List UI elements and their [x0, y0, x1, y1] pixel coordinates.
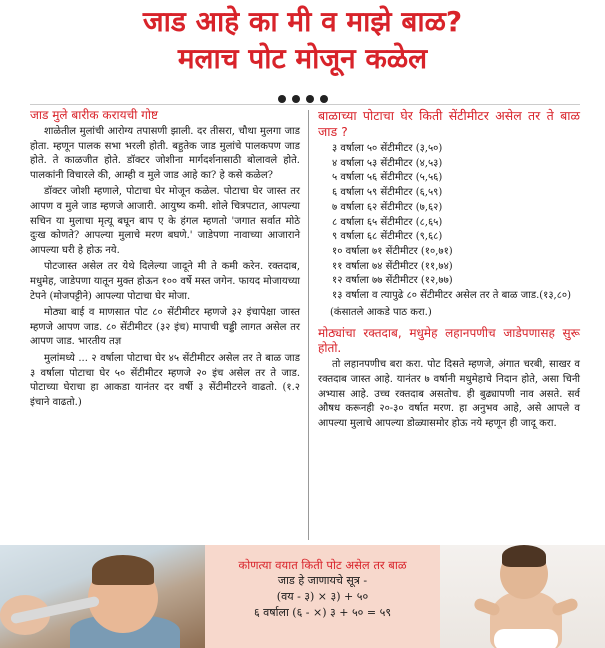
list-item: ५ वर्षाला ५६ सेंटीमीटर (५,५६) [332, 172, 443, 184]
list-item: १० वर्षाला ७१ सेंटीमीटर (१०,७१) [332, 245, 453, 257]
list-item: १३ वर्षाला व त्यापुढे ८० सेंटीमीटर असेल तर ते बाळ जाड.(१३,८०) [332, 290, 572, 302]
left-column [30, 108, 300, 412]
list-note: (कंसातले आकडे पाठ करा.) [330, 306, 432, 318]
right-heading-2: मोठ्यांचा रक्तदाब, मधुमेह लहानपणीच जाडेपणासह सुरू होतो. [318, 326, 580, 356]
list-item: ९ वर्षाला ६८ सेंटीमीटर (९,६८) [332, 231, 443, 243]
list-item: ८ वर्षाला ६५ सेंटीमीटर (८,६५) [332, 216, 443, 228]
headline [0, 4, 605, 78]
column-divider [308, 110, 309, 540]
formula-box [205, 545, 440, 648]
baby-feeding-photo [0, 545, 205, 648]
list-item: ३ वर्षाला ५० सेंटीमीटर (३,५०) [332, 143, 443, 154]
left-paragraph: पोटजास्त असेल तर येथे दिलेल्या जादूने मी ते कमी करेन. रक्तदाब, मधुमेह, जाडेपणा यातून मुक्त होऊन १०० वर्षे मस्त जगेन. फायद मोजायच्या टेपने (मोजपट्टीने) आपल्या पोटाचा घेर मोजा. [30, 261, 300, 302]
formula-line-1: जाड हे जाणायचे सूत्र - [277, 574, 368, 587]
dot-icon [320, 95, 328, 103]
list-item: ७ वर्षाला ६२ सेंटीमीटर (७,६२) [332, 201, 443, 213]
top-rule [30, 104, 580, 105]
formula-line-3: ६ वर्षाला (६ - ×) ३ + ५० = ५९ [253, 606, 392, 619]
dot-icon [306, 95, 314, 103]
left-paragraph: शाळेतील मुलांची आरोग्य तपासणी झाली. दर तीसरा, चौथा मुलगा जाड होता. म्हणून पालक सभा भरली होती. बहुतेक जाड मुलांचे पालकपण जाड होते. ते काळजीत होते. डॉक्टर जोशीना मार्गदर्शनासाठी बोलावले होते. पालकांनी विचारले की, आम्ही व मुले जाड आहे का? हे कसे कळेल? [30, 126, 300, 181]
formula-title: कोणत्या वयात किती पोट असेल तर बाळ [238, 558, 407, 572]
baby-photo [440, 545, 605, 648]
list-item: ११ वर्षाला ७४ सेंटीमीटर (११,७४) [332, 260, 453, 272]
left-heading: जाड मुले बारीक करायची गोष्ट [30, 108, 158, 122]
headline-line-2: मलाच पोट मोजून कळेल [177, 42, 428, 75]
formula-line-2: (वय - ३) × ३) + ५० [276, 590, 369, 603]
left-paragraph: मोठ्या बाई व माणसात पोट ८० सेंटीमीटर म्हणजे ३२ इंचापेक्षा जास्त म्हणजे आपण जाड. ८० सेंटीमीटर (३२ इंच) मापाची चड्डी लागत असेल तर आपण जाड. भारतीय तज्ञ [30, 307, 300, 348]
age-waist-list [318, 142, 580, 304]
list-item: ४ वर्षाला ५३ सेंटीमीटर (४,५३) [332, 157, 443, 169]
right-paragraph: तो लहानपणीच बरा करा. पोट दिसते म्हणजे, अंगात चरबी, साखर व रक्तदाब जास्त आहे. यानंतर ७ वर्षानी मधुमेहाचे निदान होते, असा चिनी अभ्यास आहे. उच्च रक्तदाब असतोच. ही बुढ्यापणी नाव असते. सर्व औषध करूनही २०-३० वर्षात मरण. हा अनुभव आहे, असे आपले व आपल्या मुलाचे आपल्या डोळ्यासमोर होऊ नये म्हणून ही जादू करा. [318, 359, 580, 429]
right-heading: बाळाच्या पोटाचा घेर किती सेंटीमीटर असेल तर ते बाळ जाड ? [318, 108, 580, 139]
list-item: १२ वर्षाला ७७ सेंटीमीटर (१२,७७) [332, 275, 453, 287]
dot-icon [292, 95, 300, 103]
dot-icon [278, 95, 286, 103]
right-column [318, 108, 580, 433]
list-item: ६ वर्षाला ५९ सेंटीमीटर (६,५९) [332, 187, 443, 199]
bottom-strip [0, 545, 605, 648]
headline-line-1: जाड आहे का मी व माझे बाळ? [142, 5, 463, 38]
left-paragraph: मुलांमध्ये ... २ वर्षाला पोटाचा घेर ४५ सेंटीमीटर असेल तर ते बाळ जाड ३ वर्षाला पोटाचा घेर ५० सेंटीमीटर म्हणजे २० इंच असेल तर ते जाड. पोटाच्या घेराचा हा आकडा यानंतर दर वर्षी ३ सेंटीमीटरने वाढतो. (१.२ इंचाने वाढतो.) [30, 352, 300, 408]
left-paragraph: डॉक्टर जोशी म्हणाले, पोटाचा घेर मोजून कळेल. पोटाचा घेर जास्त तर आपण व मुले जाड म्हणजे आजारी. आयुष्य कमी. शोले चित्रपटात, आपल्या सचिन या मुलाचा मृत्यू बघून बाप ए के हंगल म्हणतो 'जगात सर्वात मोठे दुःख कोणते? आपल्या मुलाचे मरण बघणे.' जाडेपणा नावाच्या आजाराने आपल्या घरी हे होऊ नये. [30, 186, 300, 256]
